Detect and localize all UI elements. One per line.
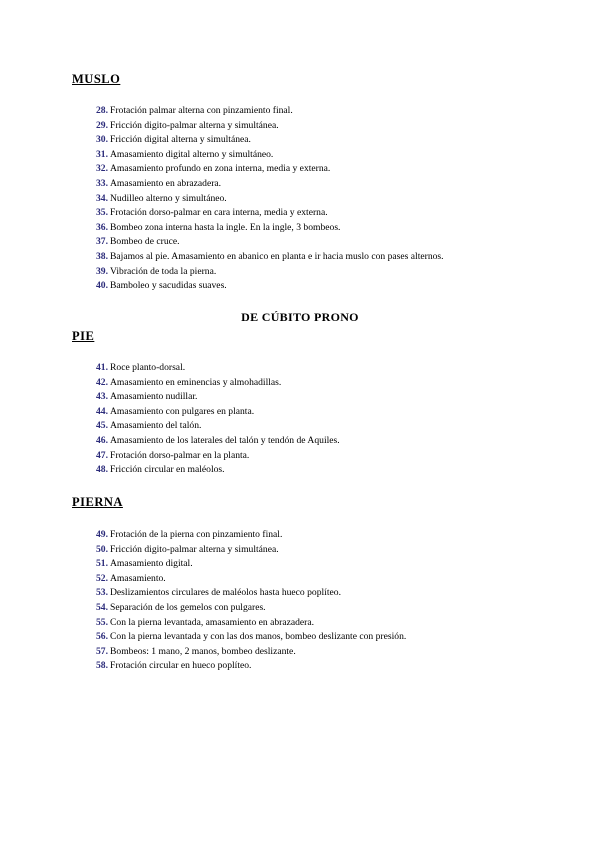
pierna-list: [88, 528, 406, 674]
item-number: 41.: [96, 362, 108, 373]
item-text: Bombeo zona interna hasta la ingle. En la ingle, 3 bombeos.: [110, 221, 341, 233]
item-number: 58.: [96, 660, 108, 672]
item-text: Amasamiento en eminencias y almohadillas.: [110, 376, 282, 388]
item-text: Amasamiento.: [110, 572, 166, 584]
item-number: 37.: [96, 236, 108, 248]
item-number: 55.: [96, 616, 108, 628]
list-item: [88, 601, 406, 616]
item-number: 46.: [96, 434, 108, 446]
list-item: [88, 265, 444, 280]
item-text: Amasamiento del talón.: [110, 420, 202, 432]
item-text: Amasamiento en abrazadera.: [110, 177, 222, 189]
item-number: 53.: [96, 587, 108, 599]
item-text: Separación de los gemelos con pulgares.: [110, 601, 266, 613]
item-text: Fricción digito-palmar alterna y simultánea.: [110, 543, 279, 555]
item-text: Frotación dorso-palmar en cara interna, media y externa.: [110, 207, 328, 219]
list-item: [88, 162, 444, 177]
list-item: [88, 543, 406, 558]
item-text: Nudilleo alterno y simultáneo.: [110, 192, 227, 204]
item-number: 50.: [96, 543, 108, 555]
item-text: Fricción circular en maléolos.: [110, 464, 225, 476]
item-number: 43.: [96, 391, 108, 403]
item-text: Con la pierna levantada y con las dos manos, bombeo deslizante con presión.: [110, 631, 407, 643]
section-heading-decubito-prono: DE CÚBITO PRONO: [241, 310, 359, 324]
item-text: Fricción digital alterna y simultánea.: [110, 134, 251, 146]
item-text: Amasamiento profundo en zona interna, media y externa.: [110, 163, 331, 175]
list-item: [88, 572, 406, 587]
list-item: [88, 250, 444, 265]
list-item: [88, 405, 340, 420]
list-item: [88, 390, 340, 405]
list-item: [88, 361, 340, 376]
section-heading-pie: PIE: [72, 329, 95, 343]
item-number: 33.: [96, 177, 108, 189]
list-item: [88, 528, 406, 543]
item-number: 52.: [96, 572, 108, 584]
item-text: Amasamiento nudillar.: [110, 391, 198, 403]
item-number: 29.: [96, 119, 108, 131]
item-number: 35.: [96, 207, 108, 219]
list-item: [88, 133, 444, 148]
list-item: [88, 235, 444, 250]
item-text: Amasamiento digital alterno y simultáneo.: [110, 148, 274, 160]
list-item: [88, 177, 444, 192]
item-text: Amasamiento de los laterales del talón y tendón de Aquiles.: [110, 434, 340, 446]
item-number: 47.: [96, 449, 108, 461]
item-number: 42.: [96, 376, 108, 388]
item-number: 31.: [96, 148, 108, 160]
item-number: 34.: [96, 192, 108, 204]
item-number: 38.: [96, 250, 108, 262]
list-item: [88, 645, 406, 660]
list-item: [88, 206, 444, 221]
item-text: Bombeo de cruce.: [110, 236, 180, 248]
pie-list: [88, 361, 340, 478]
list-item: [88, 119, 444, 134]
item-number: 32.: [96, 163, 108, 175]
list-item: [88, 192, 444, 207]
item-text: Frotación dorso-palmar en la planta.: [110, 449, 250, 461]
list-item: [88, 586, 406, 601]
item-number: 54.: [96, 601, 108, 613]
section-heading-pierna: PIERNA: [72, 495, 123, 509]
item-number: 57.: [96, 645, 108, 657]
list-item: [88, 616, 406, 631]
list-item: [88, 449, 340, 464]
item-number: 39.: [96, 265, 108, 277]
list-item: [88, 630, 406, 645]
item-number: 28.: [96, 105, 108, 116]
item-text: Amasamiento con pulgares en planta.: [110, 405, 255, 417]
list-item: [88, 434, 340, 449]
item-text: Bombeos: 1 mano, 2 manos, bombeo deslizante.: [110, 645, 296, 657]
item-text: Frotación de la pierna con pinzamiento final.: [110, 529, 283, 540]
item-text: Vibración de toda la pierna.: [110, 265, 217, 277]
item-number: 40.: [96, 280, 108, 292]
item-number: 36.: [96, 221, 108, 233]
list-item: [88, 104, 444, 119]
item-number: 44.: [96, 405, 108, 417]
item-number: 49.: [96, 529, 108, 540]
list-item: [88, 221, 444, 236]
item-text: Con la pierna levantada, amasamiento en abrazadera.: [110, 616, 315, 628]
item-text: Bamboleo y sacudidas suaves.: [110, 280, 227, 292]
item-number: 30.: [96, 134, 108, 146]
list-item: [88, 419, 340, 434]
item-text: Frotación circular en hueco poplíteo.: [110, 660, 252, 672]
item-number: 56.: [96, 631, 108, 643]
item-text: Frotación palmar alterna con pinzamiento final.: [110, 105, 293, 116]
item-number: 51.: [96, 558, 108, 570]
item-text: Amasamiento digital.: [110, 558, 193, 570]
item-text: Roce planto-dorsal.: [110, 362, 186, 373]
list-item: [88, 557, 406, 572]
item-number: 48.: [96, 464, 108, 476]
item-text: Fricción digito-palmar alterna y simultánea.: [110, 119, 279, 131]
item-number: 45.: [96, 420, 108, 432]
list-item: [88, 659, 406, 674]
item-text: Deslizamientos circulares de maléolos hasta hueco poplíteo.: [110, 587, 341, 599]
item-text: Bajamos al pie. Amasamiento en abanico en planta e ir hacia muslo con pases alternos.: [110, 250, 444, 262]
list-item: [88, 463, 340, 478]
muslo-list: [88, 104, 444, 294]
list-item: [88, 376, 340, 391]
list-item: [88, 279, 444, 294]
list-item: [88, 148, 444, 163]
section-heading-muslo: MUSLO: [72, 72, 121, 86]
